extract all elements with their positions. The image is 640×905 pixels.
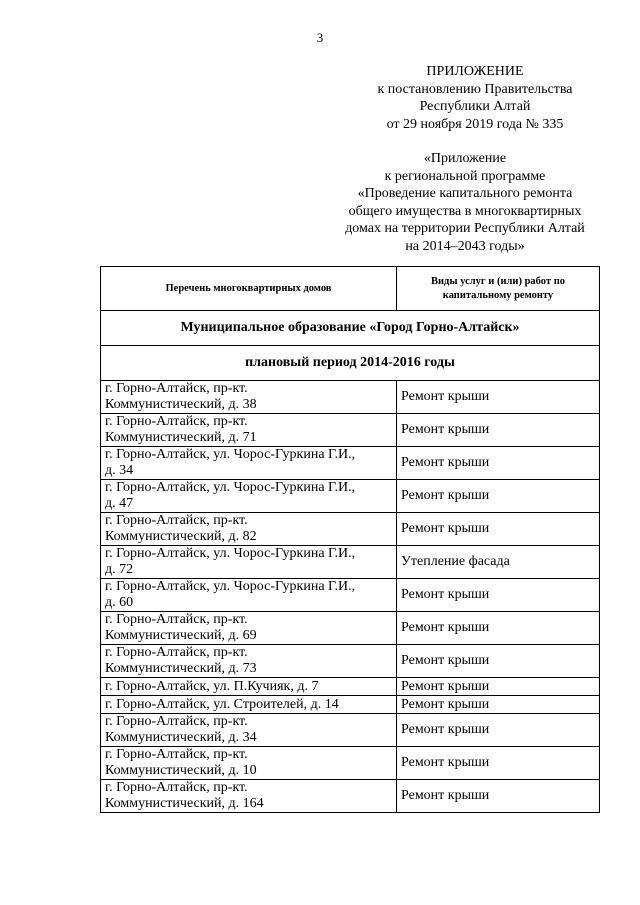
address-line: г. Горно-Алтайск, пр-кт. (105, 612, 248, 627)
address-line: Коммунистический, д. 71 (105, 430, 257, 445)
table-row (101, 780, 600, 813)
table-row (101, 414, 600, 447)
work-type-cell: Ремонт крыши (397, 747, 600, 780)
houses-table (100, 266, 600, 813)
address-line: Коммунистический, д. 38 (105, 397, 257, 412)
address-line: Коммунистический, д. 10 (105, 763, 257, 778)
address-cell (101, 480, 397, 513)
address-line: г. Горно-Алтайск, пр-кт. (105, 645, 248, 660)
address-cell (101, 447, 397, 480)
table-row (101, 714, 600, 747)
work-type-cell: Ремонт крыши (397, 696, 600, 714)
address-cell (101, 696, 397, 714)
work-type-cell: Ремонт крыши (397, 381, 600, 414)
address-line: д. 47 (105, 496, 134, 511)
appendix-title: ПРИЛОЖЕНИЕ (426, 64, 524, 79)
address-cell (101, 780, 397, 813)
table-row (101, 381, 600, 414)
address-line: д. 34 (105, 463, 134, 478)
address-line: Коммунистический, д. 69 (105, 628, 257, 643)
address-line: д. 60 (105, 595, 134, 610)
address-cell (101, 714, 397, 747)
work-type-cell: Ремонт крыши (397, 714, 600, 747)
page-number: 3 (316, 30, 324, 45)
address-line: г. Горно-Алтайск, пр-кт. (105, 414, 248, 429)
address-cell (101, 645, 397, 678)
address-line: г. Горно-Алтайск, ул. Чорос-Гуркина Г.И., (105, 480, 356, 495)
address-line: г. Горно-Алтайск, пр-кт. (105, 381, 248, 396)
address-line: Коммунистический, д. 82 (105, 529, 257, 544)
address-cell (101, 414, 397, 447)
appendix-header (350, 63, 600, 133)
address-cell (101, 546, 397, 579)
address-line: г. Горно-Алтайск, ул. Чорос-Гуркина Г.И., (105, 579, 356, 594)
program-line: «Приложение (423, 151, 507, 166)
work-type-cell: Ремонт крыши (397, 612, 600, 645)
table-row (101, 747, 600, 780)
address-line: г. Горно-Алтайск, пр-кт. (105, 513, 248, 528)
work-type-cell: Ремонт крыши (397, 780, 600, 813)
municipality-title: Муниципальное образование «Город Горно-Алтайск» (101, 311, 600, 346)
work-type-cell: Утепление фасада (397, 546, 600, 579)
municipality-row (101, 311, 600, 346)
address-line: г. Горно-Алтайск, пр-кт. (105, 714, 248, 729)
program-line: на 2014–2043 годы» (405, 238, 525, 254)
address-line: г. Горно-Алтайск, ул. Чорос-Гуркина Г.И., (105, 447, 356, 462)
address-line: г. Горно-Алтайск, ул. Строителей, д. 14 (105, 696, 339, 712)
address-line: Коммунистический, д. 34 (105, 730, 257, 745)
address-line: г. Горно-Алтайск, ул. Чорос-Гуркина Г.И., (105, 546, 356, 561)
table-row (101, 678, 600, 696)
table-row (101, 696, 600, 714)
address-cell (101, 579, 397, 612)
address-line: Коммунистический, д. 164 (105, 796, 264, 811)
header-work-types: Виды услуг и (или) работ по капитальному ремонту (397, 267, 600, 311)
address-line: Коммунистический, д. 73 (105, 661, 257, 676)
address-line: г. Горно-Алтайск, пр-кт. (105, 747, 248, 762)
table-row (101, 612, 600, 645)
table-header-row (101, 267, 600, 311)
work-type-cell: Ремонт крыши (397, 645, 600, 678)
header-houses-list: Перечень многоквартирных домов (101, 267, 397, 311)
program-line: домах на территории Республики Алтай (345, 221, 585, 236)
table-row (101, 447, 600, 480)
program-line: к региональной программе (384, 168, 546, 184)
period-row (101, 346, 600, 381)
table-row (101, 645, 600, 678)
appendix-line: Республики Алтай (419, 99, 531, 114)
period-title: плановый период 2014-2016 годы (101, 346, 600, 381)
program-line: «Проведение капитального ремонта (357, 186, 573, 201)
address-line: г. Горно-Алтайск, пр-кт. (105, 780, 248, 795)
address-line: г. Горно-Алтайск, ул. П.Кучияк, д. 7 (105, 678, 319, 694)
appendix-line: к постановлению Правительства (377, 81, 573, 97)
program-header (330, 150, 600, 255)
work-type-cell: Ремонт крыши (397, 480, 600, 513)
work-type-cell: Ремонт крыши (397, 513, 600, 546)
address-cell (101, 678, 397, 696)
address-cell (101, 381, 397, 414)
work-type-cell: Ремонт крыши (397, 447, 600, 480)
program-line: общего имущества в многоквартирных (348, 203, 582, 219)
table-row (101, 546, 600, 579)
table-row (101, 579, 600, 612)
address-cell (101, 747, 397, 780)
work-type-cell: Ремонт крыши (397, 678, 600, 696)
address-line: д. 72 (105, 562, 134, 577)
address-cell (101, 513, 397, 546)
table-row (101, 513, 600, 546)
work-type-cell: Ремонт крыши (397, 579, 600, 612)
address-cell (101, 612, 397, 645)
appendix-date-line: от 29 ноября 2019 года № 335 (386, 116, 564, 132)
work-type-cell: Ремонт крыши (397, 414, 600, 447)
table-row (101, 480, 600, 513)
